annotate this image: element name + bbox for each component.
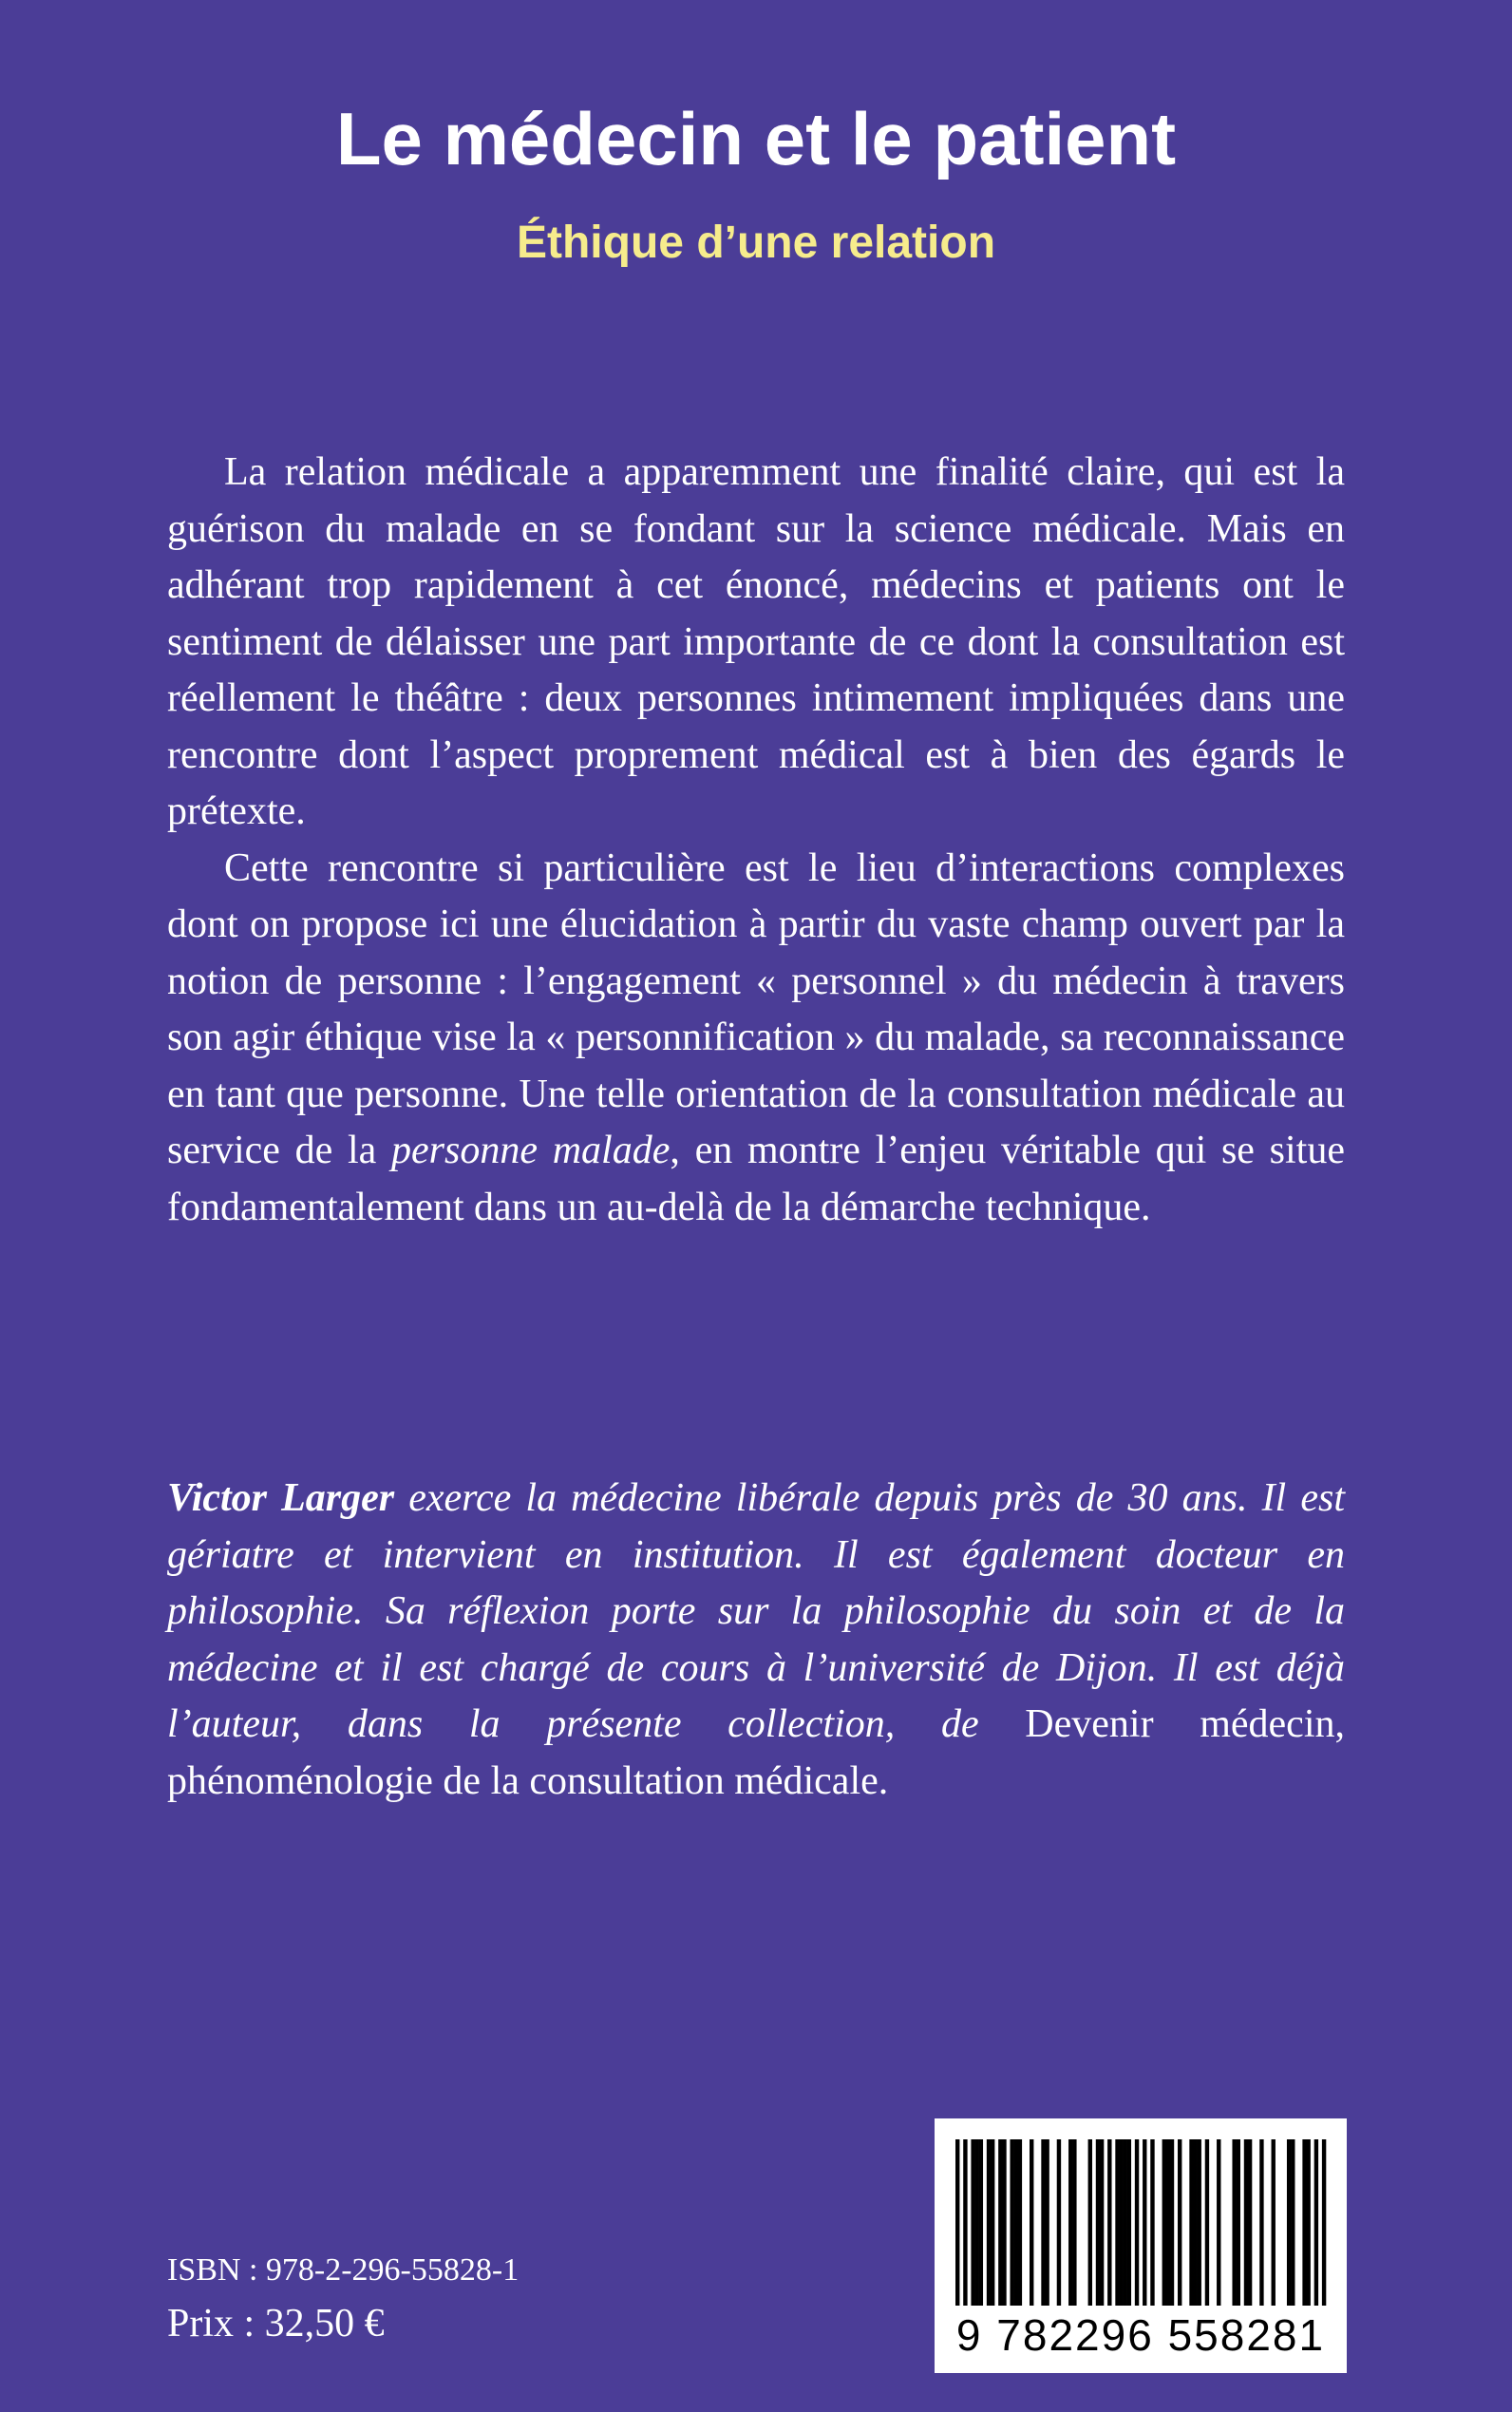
barcode-bar xyxy=(1068,2139,1072,2306)
barcode-bar xyxy=(1045,2139,1049,2306)
barcode-bar xyxy=(998,2139,1002,2306)
barcode-bar xyxy=(979,2139,983,2306)
barcode-bar xyxy=(1189,2139,1193,2306)
barcode-bar xyxy=(1237,2139,1240,2306)
price: Prix : 32,50 € xyxy=(167,2302,385,2346)
barcode-bar xyxy=(1193,2139,1197,2306)
summary-paragraph-1: La relation médicale a apparemment une finalité claire, qui est la guérison du malade en se fondant sur la science médicale. Mais en adhérant trop rapidement à cet énoncé, médecins et patients ont le sentiment de délaisser une part importante de ce dont la consultation est réellement le théâtre : deux personnes intimement impliquées dans une rencontre dont l’aspect proprement médical est à bien des égards le prétexte. xyxy=(167,450,1345,833)
barcode-bar xyxy=(955,2139,959,2306)
barcode-bar xyxy=(1096,2139,1100,2306)
barcode-bar xyxy=(1287,2139,1291,2306)
barcode-bar xyxy=(1150,2139,1154,2306)
author-name: Victor Larger xyxy=(167,1476,395,1520)
barcode-bar xyxy=(1057,2139,1061,2306)
barcode-bar xyxy=(1018,2139,1022,2306)
barcode-bar xyxy=(1014,2139,1018,2306)
barcode-bar xyxy=(1302,2139,1306,2306)
barcode-bar xyxy=(1198,2139,1201,2306)
barcode-bar xyxy=(1119,2139,1123,2306)
barcode-bar xyxy=(963,2139,967,2306)
summary-paragraph-2-start: Cette rencontre si particulière est le lieu d’interactions complexes dont on propose ici une élucidation à partir du vaste champ ouvert par la notion de personne : l’engagement « personnel » du médecin à travers son agir éthique vise la « personnification » du malade, sa reconnaissance en tant que personne. Une telle orientation de la consultation médicale au service de la xyxy=(167,845,1345,1172)
barcode-bar xyxy=(1272,2139,1276,2306)
barcode-bar xyxy=(1162,2139,1166,2306)
barcode-digits: 9 782296 558281 xyxy=(955,2310,1326,2360)
barcode-bar xyxy=(1306,2139,1310,2306)
barcode-bar xyxy=(1010,2139,1013,2306)
barcode-bar xyxy=(1217,2139,1220,2306)
barcode-bar xyxy=(1205,2139,1209,2306)
barcode-bar xyxy=(1088,2139,1092,2306)
barcode-bar xyxy=(1291,2139,1295,2306)
barcode-bar xyxy=(1115,2139,1119,2306)
author-bio-text: exerce la médecine libérale depuis près de 30 ans. Il est gériatre et intervient en institution. Il est également docteur en philosophie. Sa réflexion porte sur la philosophie du soin et de la médecine et il est chargé de cours à l’université de Dijon. Il est déjà l’auteur, dans la présente collection, de xyxy=(167,1476,1345,1746)
barcode-bar xyxy=(975,2139,979,2306)
barcode-bar xyxy=(1166,2139,1170,2306)
barcode-bar xyxy=(971,2139,974,2306)
barcode xyxy=(935,2118,1347,2373)
barcode-bar xyxy=(1030,2139,1033,2306)
barcode-bar xyxy=(1322,2139,1326,2306)
barcode-bar xyxy=(1170,2139,1174,2306)
barcode-bar xyxy=(1041,2139,1045,2306)
barcode-bar xyxy=(1072,2139,1076,2306)
book-summary xyxy=(167,445,1345,1236)
book-subtitle: Éthique d’une relation xyxy=(516,218,996,268)
barcode-bars xyxy=(935,2118,1347,2308)
barcode-bar xyxy=(1143,2139,1146,2306)
barcode-bar xyxy=(1002,2139,1006,2306)
isbn: ISBN : 978-2-296-55828-1 xyxy=(167,2252,520,2288)
previous-book-title: Devenir médecin, phénoménologie de la consultation médicale. xyxy=(167,1702,1345,1803)
barcode-bar xyxy=(1259,2139,1263,2306)
barcode-bar xyxy=(1100,2139,1104,2306)
author-bio xyxy=(167,1471,1345,1810)
barcode-bar xyxy=(1248,2139,1252,2306)
barcode-bar xyxy=(987,2139,991,2306)
barcode-bar xyxy=(1127,2139,1131,2306)
barcode-bar xyxy=(1178,2139,1181,2306)
barcode-bar xyxy=(1232,2139,1236,2306)
barcode-bar xyxy=(1124,2139,1127,2306)
summary-paragraph-2-end: , en montre l’enjeu véritable qui se situe fondamentalement dans un au-delà de la démarche technique. xyxy=(167,1129,1345,1229)
barcode-bar xyxy=(1135,2139,1139,2306)
summary-paragraph-2 xyxy=(167,841,1345,1237)
barcode-bar xyxy=(1314,2139,1318,2306)
summary-emphasis: personne malade xyxy=(391,1129,671,1172)
barcode-bar xyxy=(991,2139,994,2306)
barcode-bar xyxy=(1107,2139,1111,2306)
book-title: Le médecin et le patient xyxy=(335,97,1177,180)
barcode-bar xyxy=(1244,2139,1248,2306)
